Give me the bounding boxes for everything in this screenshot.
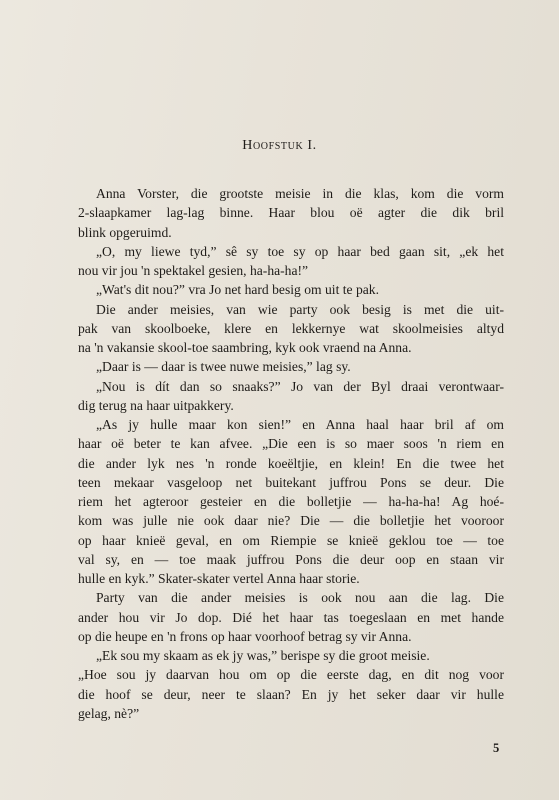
page-number: 5 [493, 741, 500, 755]
text-line: Party van die ander meisies is ook nou aan die lag. Die [96, 590, 504, 606]
text-line: nou vir jou 'n spektakel gesien, ha-ha-ha!” [78, 263, 309, 278]
text-line: „Daar is — daar is twee nuwe meisies,” lag sy. [96, 359, 351, 375]
text-line: „O, my liewe tyd,” sê sy toe sy op haar bed gaan sit, „ek het [96, 243, 504, 259]
text-line: na 'n vakansie skool-toe saambring, kyk ook vraend na Anna. [78, 340, 412, 355]
text-line: kom was julle nie ook daar nie? Die — die bolletjie het vooroor [78, 513, 504, 529]
text-line: „Hoe sou jy daarvan hou om op die eerste dag, en dit nog voor [78, 667, 504, 683]
text-line: die ander lyk nes 'n ronde koeëltjie, en klein! En die twee het [78, 455, 504, 471]
text-line: teen mekaar vasgeloop net buitekant juffrou Pons se deur. Die [78, 474, 504, 490]
text-line: 2-slaapkamer lag-lag binne. Haar blou oë agter die dik bril [78, 205, 504, 221]
text-line: dig terug na haar uitpakkery. [78, 397, 234, 413]
text-line: Die ander meisies, van wie party ook besig is met die uit- [96, 301, 504, 317]
text-line: „As jy hulle maar kon sien!” en Anna haal haar bril af om [96, 417, 504, 432]
text-line: „Nou is dít dan so snaaks?” Jo van der Byl draai verontwaar- [96, 378, 504, 394]
body-text [78, 184, 504, 723]
text-line: „Wat's dit nou?” vra Jo net hard besig om uit te pak. [96, 282, 379, 298]
text-line: „Ek sou my skaam as ek jy was,” berispe sy die groot meisie. [96, 648, 430, 663]
chapter-heading: Hoofstuk I. [242, 138, 317, 153]
text-line: op haar knieë geval, en om Riempie se knieë geklou toe — toe [78, 532, 504, 548]
text-line: Anna Vorster, die grootste meisie in die klas, kom die vorm [96, 186, 504, 201]
text-line: hulle en kyk.” Skater-skater vertel Anna haar storie. [78, 571, 360, 586]
text-line: blink opgeruimd. [78, 224, 172, 240]
text-line: riem het agteroor gesteier en die bolletjie — ha-ha-ha! Ag hoé- [78, 494, 504, 509]
text-line: ander hou vir Jo dop. Dié het haar tas toegeslaan en met hande [78, 609, 504, 625]
text-line: haar oë beter te kan afvee. „Die een is so maer soos 'n riem en [78, 436, 504, 452]
text-line: die hoof se deur, neer te slaan? En jy het seker daar vir hulle [78, 686, 504, 702]
text-line: val sy, en — toe maak juffrou Pons die deur oop en staan vir [78, 551, 504, 567]
text-line: op die heupe en 'n frons op haar voorhoof betrag sy vir Anna. [78, 628, 412, 644]
text-line: gelag, nè?” [78, 705, 140, 721]
text-line: pak van skoolboeke, klere en lekkernye wat skoolmeisies altyd [78, 320, 504, 336]
